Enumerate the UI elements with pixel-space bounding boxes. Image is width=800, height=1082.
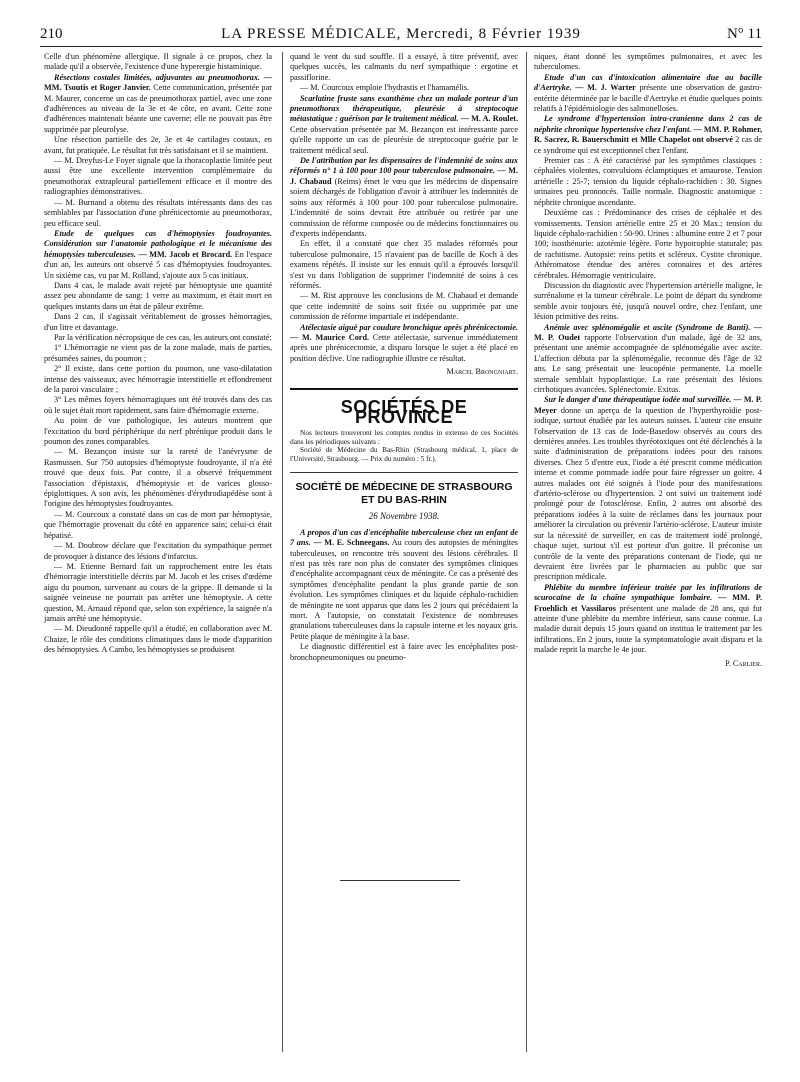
column-divider-2 (526, 52, 527, 1052)
province-note: Nos lecteurs trouveront les comptes rendus in extenso de ces Sociétés dans les périodiques suivants : (290, 428, 518, 447)
paragraph: — M. Courcoux emploie l'hydrastis et l'hamamélis. (300, 83, 469, 93)
article-body: Cette atélectasie, survenue immédiatement après une phrénicectomie, a disparu lorsque le sujet a été placé en position déclive. Une radiographie illustre ce résultat. (290, 332, 518, 363)
paragraph: — M. Bezançon insiste sur la rareté de l'anévrysme de Rasmussen. Sur 750 autopsies d'hémoptysie foudroyante, il n'a été trouvé que deux fois. Par contre, il a observé fréquemment l'association d'épistaxis, d'hémoptysie et de varices glosso-épiglottiques. A son avis, les phénomènes d'érythrodiapédèse sont à l'origine des hémoptysies foudroyantes. (44, 447, 272, 509)
paragraph: Deuxième cas : Prédominance des crises de céphalée et des vomissements. Tension artérielle entre 25 et 20 Max.; tension du liquide céphalo-rachidien : 50-90. Urines : albumine entre 2 et 7 pour 100; isosthénurie: azotémie légère. Forte hypotrophie staturale; pas de rachitisme. Autopsie: reins petits et scléreux. Cystite chronique. Athéromatose étendue des artères coronaires et des artères cérébrales. Hémorragie ventriculaire. (534, 208, 762, 280)
paragraph: Le diagnostic différentiel est à faire avec les encéphalites post-bronchopneumoniques ou pneumo- (290, 642, 518, 662)
article-paragraph (534, 114, 762, 156)
article-authors: — M. J. Warter (571, 83, 636, 93)
column-divider-1 (282, 52, 283, 1052)
article-body: présente une observation de gastro-entérite déterminée par le bacille d'Aertryke et étudie quelques points relatifs à l'épidémiologie des salmonelloses. (534, 83, 763, 114)
signature: Marcel Brongniart. (446, 367, 518, 377)
article-body: 2 cas de ce syndrome qui est exceptionnel chez l'enfant. (534, 135, 762, 155)
article-body: En l'espace d'un an, les auteurs ont observé 5 cas d'hémoptysies foudroyantes. Un sixième cas, vu par M. Rolland, s'ajoute aux 5 cas initiaux. (44, 249, 272, 280)
article-authors: — M. Maurice Cord. (290, 332, 370, 342)
issue-number: N° 11 (726, 26, 762, 42)
paragraph: Une résection partielle des 2e, 3e et 4e cartilages costaux, en avant, fut pratiquée. Le résultat fut très satisfaisant et il se maintient. (44, 135, 272, 155)
article-heading: A propos d'un cas d'encéphalite tuberculeuse chez un enfant de 7 ans. (290, 527, 518, 548)
article-body: rapporte l'observation d'un malade, âgé de 32 ans, présentant une anémie accompagnée de splénomégalie avec ascite. L'affection débuta par la splénomégalie, reconnue dès l'âge de 32 ans. Le sang présentait une leucopénie permanente. La moelle sternale semblait hypoplastique. La rate présentait des lésions cirrhotiques avancées. Splénectomie. Exitus. (534, 332, 763, 394)
article-paragraph (290, 323, 518, 365)
column-2 (290, 52, 518, 663)
article-paragraph (290, 528, 518, 642)
article-authors: — M. J. Chabaud (290, 166, 518, 186)
paragraph: quand le vent du sud souffle. Il a essayé, à titre préventif, avec quelques succès, les calmants du nerf sympathique : ergotine et passiflorine. (290, 52, 518, 82)
article-heading: Phlébite du membre inférieur traitée par les infiltrations de scurocaïne de la chaîne sympathique lombaire. (534, 582, 762, 603)
paragraph: Au point de vue pathologique, les auteurs montrent que l'excitation du bord périphérique du nerf phrénique produit dans le poumon des zones comparables. (44, 416, 272, 447)
article-authors: — M. P. Meyer (534, 395, 762, 415)
column-1 (44, 52, 272, 656)
paragraph: — M. Etienne Bernard fait un rapprochement entre les états d'hémorragie interstitielle décrits par M. Jacob et les crises d'œdème aigu du poumon, survenant au cours de la grippe. Il demande si la saignée veineuse ne pourrait pas arrêter une hémoptysie. A cette question, M. Arnaud répond que, selon son expérience, la saignée n'a jamais arrêté une hémoptysie. (44, 561, 272, 623)
article-authors: — MM. P. Froehlich et Vassilaros (534, 593, 762, 613)
paragraph: — M. Burnand a obtenu des résultats intéressants dans des cas semblables par l'association d'une phrénicectomie au pneumothorax, peu efficace seul. (44, 197, 272, 228)
page-header (40, 26, 762, 46)
section-rule (290, 472, 518, 473)
paragraph: — M. Dreyfus-Le Foyer signale que la thoracoplastie limitée peut aussi être une excellente intervention complémentaire du pneumothorax extrapleural partiellement efficace et il montre des radiographies démonstratives. (44, 156, 272, 197)
article-authors: — M. E. Schneegans. (310, 538, 390, 548)
article-heading: Le syndrome d'hypertension intra-cranienne dans 2 cas de néphrite chronique hypertensive chez l'enfant. (534, 114, 762, 134)
journal-title: LA PRESSE MÉDICALE, Mercredi, 8 Février 1939 (221, 26, 581, 42)
article-authors: — MM. Jacob et Brocard. (135, 249, 233, 259)
article-heading: Anémie avec splénomégalie et ascite (Syndrome de Banti). (544, 322, 751, 332)
article-paragraph (534, 583, 762, 656)
paragraph: niques, étant donné les symptômes pulmonaires, et avec les tuberculomes. (534, 52, 762, 72)
article-paragraph (290, 94, 518, 156)
article-paragraph (290, 156, 518, 239)
paragraph: — M. Rist approuve les conclusions de M. Chabaud et demande que cette indemnité de soins soit fixée ou supprimée par une commission de réforme impartiale et indépendante. (290, 291, 518, 322)
article-heading: Sur le danger d'une thérapeutique iodée mal surveillée. (544, 395, 732, 405)
paragraph: 2° Il existe, dans cette portion du poumon, une vaso-dilatation intense des vaisseaux, avec hémorragie interstitielle et effondrement de la paroi vasculaire ; (44, 364, 272, 394)
article-body: (Reims) émet le vœu que les médecins de dispensaire soient déchargés de l'obligation d'avoir à attribuer les indemnités de soins aux réformés à 100 pour 100 pour tuberculose pulmonaire. L'indemnité de soins devrait être attribuée ou retirée par une commission de réforme composée ou de médecins fonctionnaires ou d'experts indépendants. (290, 176, 518, 238)
bottom-rule (340, 880, 460, 881)
article-heading: Résections costales limitées, adjuvantes au pneumothorax. (54, 72, 260, 82)
column-3 (534, 52, 762, 675)
article-heading: Etude d'un cas d'intoxication alimentaire due au bacille d'Aertryke. (534, 72, 762, 93)
paragraph: En effet, il a constaté que chez 35 malades réformés pour tuberculose pulmonaire, 15 n'avaient pas de bacille de Koch à des examens répétés. Il insiste sur les ennuis qu'il a éprouvés lorsqu'il s'est vu dans l'obligation de supprimer l'indemnité de soins à ces réformés. (290, 239, 518, 290)
article-authors: — M. A. Roulet. (458, 114, 518, 124)
article-paragraph (44, 229, 272, 281)
article-heading: Scarlatine fruste sans exanthème chez un malade porteur d'un pneumothorax thérapeutique, pleurésie à streptocoque métastatique : guérison par le traitement médical. (290, 93, 518, 124)
paragraph: Celle d'un phénomène allergique. Il signale à ce propos, chez la malade qu'il a observée, l'existence d'une hyperergie histaminique. (44, 52, 272, 72)
signature: P. Carlier. (725, 658, 762, 668)
article-paragraph (44, 73, 272, 135)
paragraph: Dans 4 cas, le malade avait rejeté par hémoptysie une quantité assez peu abondante de sang: 1 verre au maximum, et était mort en quelques instants dans un état de pâleur extrême. (44, 280, 272, 311)
paragraph: — M. Courcoux a constaté dans un cas de mort par hémoptysie, que l'hémorragie provenait du côté en apparence sain; celui-ci était hépatisé. (44, 509, 272, 540)
society-title: SOCIÉTÉ DE MÉDECINE DE STRASBOURG ET DU BAS-RHIN (295, 481, 513, 507)
article-authors: — MM. Tsoutis et Roger Janvier. (44, 72, 272, 93)
paragraph: Premier cas : A été caractérisé par les symptômes classiques : céphalées violentes, convulsions éclamptiques et amaurose. Tension artérielle : 25-7; tension du liquide céphalo-rachidien : 30. Signes urinaires peu prononcés. Taille normale. Diagnostic anatomique : néphrite chronique ascendante. (534, 156, 762, 207)
province-periodical: Société de Médecine du Bas-Rhin (Strasbourg médical, 1, place de l'Université, Strasbourg. — Prix du numéro : 5 fr.). (290, 446, 518, 464)
article-heading: Etude de quelques cas d'hémoptysies foudroyantes. Considération sur l'anatomie pathologique et le mécanisme des hémoptysies tuberculeuses. (44, 228, 272, 259)
article-body: présentent une malade de 28 ans, qui fut atteinte d'une phlébite du membre inférieur, sans cause connue. La maladie durait depuis 15 jours quand on institua le traitement par les infiltrations. En 2 jours, toute la symptomatologie avait disparu et la malade reprit la marche le 4e jour. (534, 603, 762, 655)
article-body: Au cours des autopsies de méningites tuberculeuses, on rencontre très souvent des lésions cérébrales. Il n'est pas très rare non plus de constater des symptômes cliniques d'encéphalite accompagnant ceux de méningite. Ce cas a présenté des symptômes d'encéphalite pendant la plus grande partie de son évolution. Les symptômes cliniques et du liquide céphalo-rachidien de méningite ne sont apparus que dans les 2 jours qui précédaient la mort. A l'autopsie, on constatait l'existence de nombreuses granulations tuberculeuses dans la capsule interne et les noyaux gris. Petite plaque de méningite à la base. (290, 538, 518, 641)
page-number: 210 (40, 26, 63, 42)
article-heading: De l'attribution par les dispensaires de l'indemnité de soins aux réformés n° 1 à 100 pour 100 pour tuberculose pulmonaire. (290, 156, 518, 176)
article-body: Cette communication, présentée par M. Maurer, concerne un cas de pneumothorax partiel, avec une zone d'adhérences au niveau de la 3e et 4e côte, en avant. Cette zone d'adhérences maintenait béante une caverne; elle ne pouvait pas être supprimée par pleurolyse. (44, 83, 272, 134)
article-paragraph (534, 395, 762, 582)
province-title: SOCIÉTÉS DE PROVINCE (340, 396, 468, 427)
article-body: Cette observation présentée par M. Bezançon est intéressante parce qu'elle rapporte un cas de pleurésie de streptocoque guérie par le traitement médical seul. (290, 124, 518, 155)
paragraph: — M. Doubrow déclare que l'excitation du sympathique permet de provoquer à distance des lésions d'infarctus. (44, 541, 272, 561)
article-body: donne un aperçu de la question de l'hyperthyroïdie post-iodique, surtout étudiée par les auteurs suisses. L'auteur cite ensuite l'observation de 13 cas de Iode-Basedow observés au cours des dernières années. Les troubles thyréotoxiques ont été déclenchés à la suite d'administration de préparations iodées pour des raisons diverses. Chez 5 d'entre eux, l'iode a été prescrit comme médication interne et comme pommade iodée pour faire régresser un goitre. 4 autres malades ont été soignés à l'iode pour des manifestations d'artério-sclérose ou d'hypertension. 2 ont suivi un traitement iodé prolongé pour de l'otosclérose. Enfin, 2 autres ont absorbé des préparations iodées à la suite de réclames dans les journaux pour améliorer la circulation ou prévenir l'artério-sclérose. L'auteur insiste sur la nécessité de surveiller, en cas de traitement iodé prolongé, chaque sujet, surtout s'il est porteur d'un goitre. Il préconise un contrôle de la vente des préparations contenant de l'iode, qui ne devraient être livrées par le pharmacien au public que sur prescription médicale. (534, 405, 762, 582)
paragraph: 3° Les mêmes foyers hémorragiques ont été trouvés dans des cas où le sujet était mort rapidement, sans faire d'hémorragie externe. (44, 395, 272, 415)
paragraph: Dans 2 cas, il s'agissait véritablement de grosses hémorragies, d'un litre et davantage. (44, 312, 272, 332)
article-paragraph (534, 73, 762, 115)
province-section (290, 388, 518, 664)
article-paragraph (534, 323, 762, 396)
session-date: 26 Novembre 1938. (368, 511, 440, 522)
article-authors: — MM. P. Rohmer, R. Sacrez, R. Bauerschmitt et Mlle Chapelot ont observé (534, 124, 762, 145)
paragraph: Par la vérification nécropsique de ces cas, les auteurs ont constaté: (54, 332, 272, 342)
paragraph: — M. Dieudonné rappelle qu'il a étudié, en collaboration avec M. Chaize, le rôle des conditions climatiques dans le mode d'apparition des hémoptysies. A Cambo, les hémoptysies se produisent (44, 624, 272, 655)
paragraph: Discussion du diagnostic avec l'hypertension artérielle maligne, le surrénalome et la tumeur cérébrale. Le point de départ du syndrome semble avoir toujours été, jusqu'à nouvel ordre, chez l'enfant, une lésion primitive des reins. (534, 280, 762, 322)
header-rule (40, 46, 762, 47)
article-heading: Atélectasie aiguë par coudure bronchique après phrénicectomie. (300, 322, 518, 332)
article-authors: — M. P. Oudet (534, 322, 763, 342)
paragraph: 1° L'hémorragie ne vient pas de la zone malade, mais de parties, présumées saines, du poumon ; (44, 343, 272, 363)
